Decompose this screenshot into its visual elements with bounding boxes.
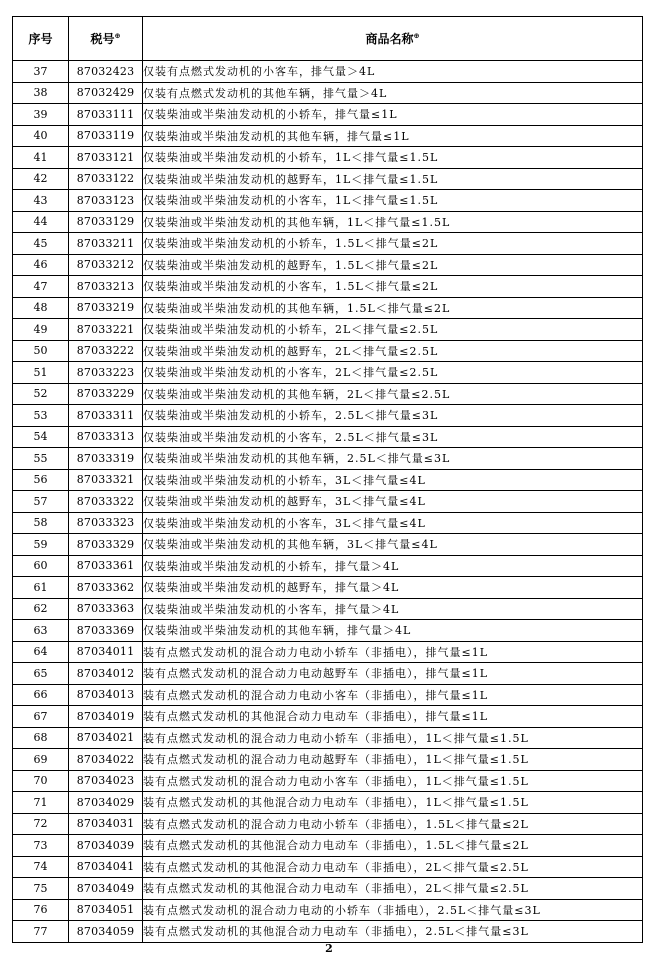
- table-row: [13, 362, 643, 384]
- name-cell: 仅装柴油或半柴油发动机的其他车辆，1.5L＜排气量≤2L: [143, 297, 643, 319]
- seq-cell: 48: [13, 297, 69, 319]
- seq-cell: 39: [13, 104, 69, 126]
- code-cell: 87032429: [69, 82, 143, 104]
- name-cell: 装有点燃式发动机的混合动力电动小客车（非插电），排气量≤1L: [143, 684, 643, 706]
- table-row: [13, 598, 643, 620]
- code-cell: 87033311: [69, 405, 143, 427]
- name-cell: 仅装柴油或半柴油发动机的小客车，3L＜排气量≤4L: [143, 512, 643, 534]
- name-cell: 仅装柴油或半柴油发动机的其他车辆，3L＜排气量≤4L: [143, 534, 643, 556]
- table-row: [13, 512, 643, 534]
- name-cell: 装有点燃式发动机的其他混合动力电动车（非插电），2L＜排气量≤2.5L: [143, 856, 643, 878]
- seq-cell: 46: [13, 254, 69, 276]
- seq-cell: 75: [13, 878, 69, 900]
- seq-cell: 77: [13, 921, 69, 943]
- code-cell: 87033119: [69, 125, 143, 147]
- code-cell: 87033111: [69, 104, 143, 126]
- table-row: [13, 749, 643, 771]
- code-cell: 87033323: [69, 512, 143, 534]
- seq-cell: 50: [13, 340, 69, 362]
- code-cell: 87034031: [69, 813, 143, 835]
- table-row: [13, 405, 643, 427]
- name-cell: 仅装柴油或半柴油发动机的小客车，排气量＞4L: [143, 598, 643, 620]
- name-cell: 仅装柴油或半柴油发动机的小客车，1L＜排气量≤1.5L: [143, 190, 643, 212]
- table-row: [13, 61, 643, 83]
- table-row: [13, 491, 643, 513]
- name-cell: 仅装有点燃式发动机的其他车辆，排气量＞4L: [143, 82, 643, 104]
- name-cell: 仅装柴油或半柴油发动机的小轿车，1.5L＜排气量≤2L: [143, 233, 643, 255]
- name-cell: 仅装柴油或半柴油发动机的越野车，排气量＞4L: [143, 577, 643, 599]
- code-cell: 87033221: [69, 319, 143, 341]
- header-code: 税号⊕: [69, 17, 143, 61]
- code-cell: 87033362: [69, 577, 143, 599]
- name-cell: 仅装柴油或半柴油发动机的小轿车，排气量＞4L: [143, 555, 643, 577]
- name-cell: 装有点燃式发动机的混合动力电动小轿车（非插电），1L＜排气量≤1.5L: [143, 727, 643, 749]
- table-row: [13, 856, 643, 878]
- seq-cell: 68: [13, 727, 69, 749]
- name-cell: 仅装柴油或半柴油发动机的越野车，2L＜排气量≤2.5L: [143, 340, 643, 362]
- seq-cell: 65: [13, 663, 69, 685]
- code-cell: 87034029: [69, 792, 143, 814]
- name-cell: 装有点燃式发动机的混合动力电动小轿车（非插电），排气量≤1L: [143, 641, 643, 663]
- name-cell: 仅装柴油或半柴油发动机的其他车辆，1L＜排气量≤1.5L: [143, 211, 643, 233]
- code-cell: 87034059: [69, 921, 143, 943]
- code-cell: 87034051: [69, 899, 143, 921]
- code-cell: 87034013: [69, 684, 143, 706]
- table-row: [13, 125, 643, 147]
- table-row: [13, 577, 643, 599]
- seq-cell: 69: [13, 749, 69, 771]
- seq-cell: 49: [13, 319, 69, 341]
- code-cell: 87034022: [69, 749, 143, 771]
- seq-cell: 41: [13, 147, 69, 169]
- seq-cell: 60: [13, 555, 69, 577]
- table-row: [13, 233, 643, 255]
- code-cell: 87034049: [69, 878, 143, 900]
- table-row: [13, 297, 643, 319]
- table-row: [13, 878, 643, 900]
- seq-cell: 42: [13, 168, 69, 190]
- name-cell: 装有点燃式发动机的混合动力电动越野车（非插电），排气量≤1L: [143, 663, 643, 685]
- seq-cell: 71: [13, 792, 69, 814]
- name-cell: 仅装柴油或半柴油发动机的小轿车，2L＜排气量≤2.5L: [143, 319, 643, 341]
- table-row: [13, 555, 643, 577]
- table-row: [13, 770, 643, 792]
- table-row: [13, 663, 643, 685]
- table-row: [13, 168, 643, 190]
- seq-cell: 54: [13, 426, 69, 448]
- code-cell: 87033321: [69, 469, 143, 491]
- name-cell: 装有点燃式发动机的混合动力电动小客车（非插电），1L＜排气量≤1.5L: [143, 770, 643, 792]
- table-row: [13, 276, 643, 298]
- name-cell: 仅装柴油或半柴油发动机的其他车辆，2L＜排气量≤2.5L: [143, 383, 643, 405]
- name-cell: 装有点燃式发动机的其他混合动力电动车（非插电），2L＜排气量≤2.5L: [143, 878, 643, 900]
- name-cell: 仅装柴油或半柴油发动机的小轿车，1L＜排气量≤1.5L: [143, 147, 643, 169]
- table-row: [13, 448, 643, 470]
- code-cell: 87033329: [69, 534, 143, 556]
- code-cell: 87034041: [69, 856, 143, 878]
- seq-cell: 51: [13, 362, 69, 384]
- name-cell: 仅装有点燃式发动机的小客车，排气量＞4L: [143, 61, 643, 83]
- table-row: [13, 383, 643, 405]
- table-row: [13, 835, 643, 857]
- table-body: [13, 61, 643, 943]
- code-cell: 87033363: [69, 598, 143, 620]
- code-cell: 87033229: [69, 383, 143, 405]
- seq-cell: 59: [13, 534, 69, 556]
- seq-cell: 47: [13, 276, 69, 298]
- name-cell: 装有点燃式发动机的其他混合动力电动车（非插电），1.5L＜排气量≤2L: [143, 835, 643, 857]
- table-row: [13, 620, 643, 642]
- code-cell: 87033369: [69, 620, 143, 642]
- table-row: [13, 469, 643, 491]
- seq-cell: 43: [13, 190, 69, 212]
- seq-cell: 56: [13, 469, 69, 491]
- table-row: [13, 706, 643, 728]
- name-cell: 仅装柴油或半柴油发动机的其他车辆，排气量≤1L: [143, 125, 643, 147]
- code-cell: 87033313: [69, 426, 143, 448]
- table-row: [13, 727, 643, 749]
- table-row: [13, 211, 643, 233]
- table-row: [13, 319, 643, 341]
- name-cell: 仅装柴油或半柴油发动机的其他车辆，排气量＞4L: [143, 620, 643, 642]
- seq-cell: 55: [13, 448, 69, 470]
- code-cell: 87032423: [69, 61, 143, 83]
- seq-cell: 64: [13, 641, 69, 663]
- name-cell: 仅装柴油或半柴油发动机的小轿车，2.5L＜排气量≤3L: [143, 405, 643, 427]
- table-row: [13, 534, 643, 556]
- table-row: [13, 641, 643, 663]
- header-row: [13, 17, 643, 61]
- seq-cell: 66: [13, 684, 69, 706]
- code-cell: 87033213: [69, 276, 143, 298]
- name-cell: 装有点燃式发动机的其他混合动力电动车（非插电），排气量≤1L: [143, 706, 643, 728]
- footnote-mark: ⊕: [413, 32, 420, 40]
- seq-cell: 44: [13, 211, 69, 233]
- seq-cell: 67: [13, 706, 69, 728]
- table-row: [13, 340, 643, 362]
- seq-cell: 52: [13, 383, 69, 405]
- code-cell: 87034021: [69, 727, 143, 749]
- code-cell: 87034039: [69, 835, 143, 857]
- footnote-mark: ⊕: [114, 32, 121, 40]
- name-cell: 仅装柴油或半柴油发动机的其他车辆，2.5L＜排气量≤3L: [143, 448, 643, 470]
- name-cell: 装有点燃式发动机的其他混合动力电动车（非插电），2.5L＜排气量≤3L: [143, 921, 643, 943]
- code-cell: 87033223: [69, 362, 143, 384]
- code-cell: 87034012: [69, 663, 143, 685]
- page-number: 2: [325, 942, 333, 955]
- name-cell: 仅装柴油或半柴油发动机的越野车，1L＜排气量≤1.5L: [143, 168, 643, 190]
- name-cell: 仅装柴油或半柴油发动机的越野车，3L＜排气量≤4L: [143, 491, 643, 513]
- table-row: [13, 104, 643, 126]
- name-cell: 仅装柴油或半柴油发动机的小客车，2L＜排气量≤2.5L: [143, 362, 643, 384]
- seq-cell: 37: [13, 61, 69, 83]
- tariff-table: [12, 16, 643, 943]
- code-cell: 87033212: [69, 254, 143, 276]
- seq-cell: 76: [13, 899, 69, 921]
- code-cell: 87033129: [69, 211, 143, 233]
- seq-cell: 58: [13, 512, 69, 534]
- table-row: [13, 921, 643, 943]
- seq-cell: 38: [13, 82, 69, 104]
- name-cell: 装有点燃式发动机的混合动力电动的小轿车（非插电），2.5L＜排气量≤3L: [143, 899, 643, 921]
- seq-cell: 74: [13, 856, 69, 878]
- code-cell: 87033322: [69, 491, 143, 513]
- table-row: [13, 792, 643, 814]
- seq-cell: 70: [13, 770, 69, 792]
- table-row: [13, 190, 643, 212]
- code-cell: 87034011: [69, 641, 143, 663]
- name-cell: 装有点燃式发动机的其他混合动力电动车（非插电），1L＜排气量≤1.5L: [143, 792, 643, 814]
- header-seq: 序号: [13, 17, 69, 61]
- code-cell: 87033222: [69, 340, 143, 362]
- table-row: [13, 426, 643, 448]
- table-row: [13, 147, 643, 169]
- table-row: [13, 254, 643, 276]
- seq-cell: 40: [13, 125, 69, 147]
- seq-cell: 61: [13, 577, 69, 599]
- code-cell: 87033123: [69, 190, 143, 212]
- seq-cell: 45: [13, 233, 69, 255]
- code-cell: 87033121: [69, 147, 143, 169]
- code-cell: 87033319: [69, 448, 143, 470]
- table-row: [13, 899, 643, 921]
- seq-cell: 72: [13, 813, 69, 835]
- seq-cell: 73: [13, 835, 69, 857]
- header-name: 商品名称⊕: [143, 17, 643, 61]
- code-cell: 87033219: [69, 297, 143, 319]
- code-cell: 87033361: [69, 555, 143, 577]
- code-cell: 87034023: [69, 770, 143, 792]
- name-cell: 装有点燃式发动机的混合动力电动越野车（非插电），1L＜排气量≤1.5L: [143, 749, 643, 771]
- name-cell: 仅装柴油或半柴油发动机的越野车，1.5L＜排气量≤2L: [143, 254, 643, 276]
- seq-cell: 63: [13, 620, 69, 642]
- name-cell: 仅装柴油或半柴油发动机的小轿车，3L＜排气量≤4L: [143, 469, 643, 491]
- code-cell: 87033211: [69, 233, 143, 255]
- code-cell: 87034019: [69, 706, 143, 728]
- name-cell: 仅装柴油或半柴油发动机的小客车，1.5L＜排气量≤2L: [143, 276, 643, 298]
- seq-cell: 62: [13, 598, 69, 620]
- table-row: [13, 82, 643, 104]
- seq-cell: 53: [13, 405, 69, 427]
- name-cell: 仅装柴油或半柴油发动机的小客车，2.5L＜排气量≤3L: [143, 426, 643, 448]
- table-row: [13, 813, 643, 835]
- name-cell: 仅装柴油或半柴油发动机的小轿车，排气量≤1L: [143, 104, 643, 126]
- name-cell: 装有点燃式发动机的混合动力电动小轿车（非插电），1.5L＜排气量≤2L: [143, 813, 643, 835]
- code-cell: 87033122: [69, 168, 143, 190]
- seq-cell: 57: [13, 491, 69, 513]
- table-row: [13, 684, 643, 706]
